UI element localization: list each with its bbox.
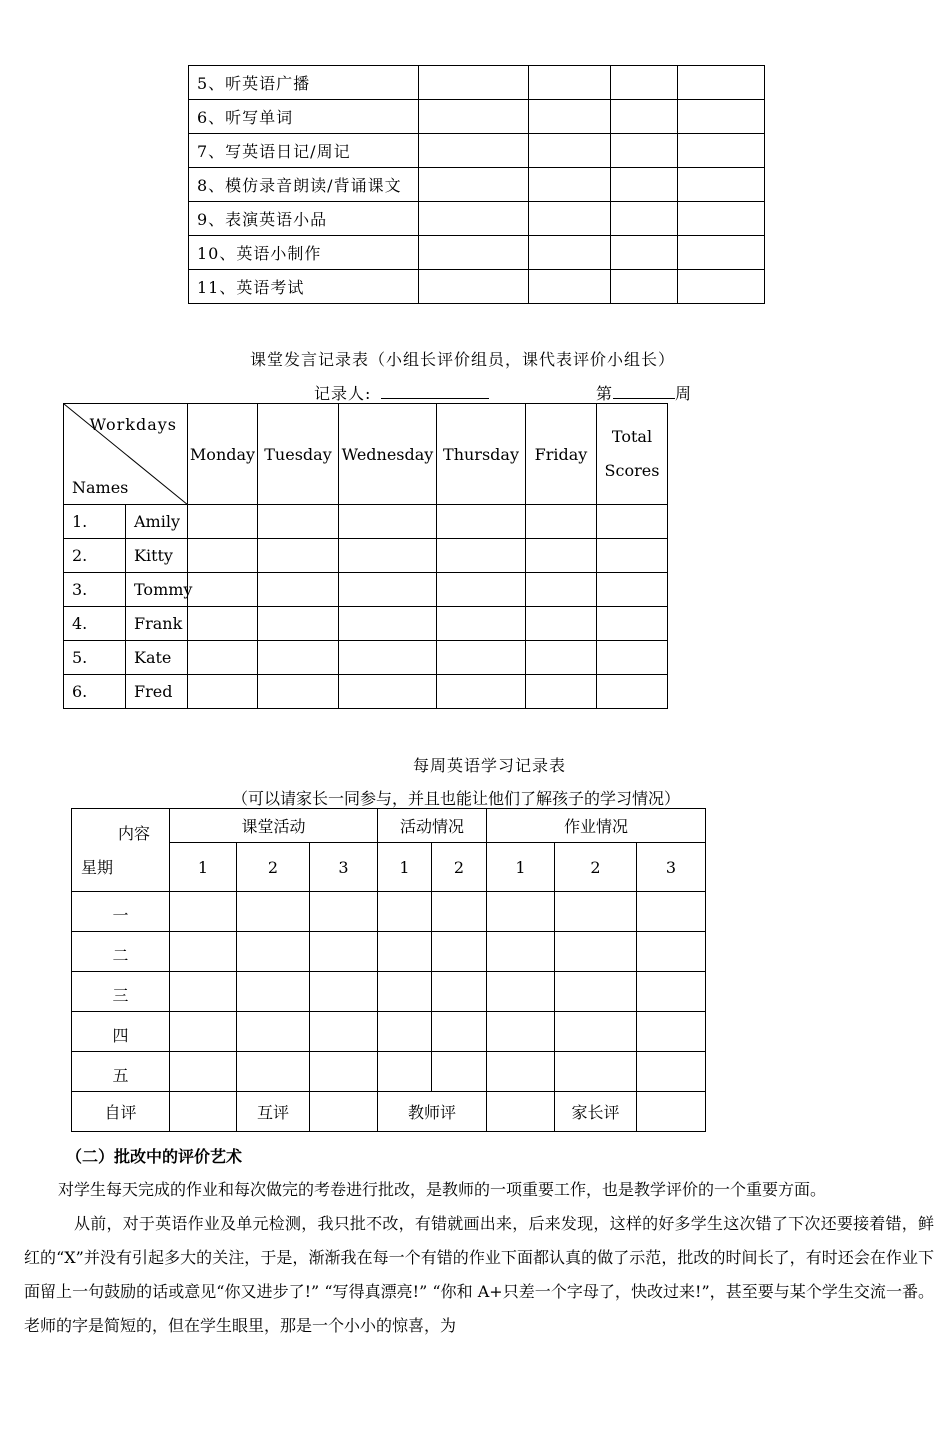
student-name: Tommy	[126, 573, 188, 607]
activity-cell	[678, 202, 765, 236]
score-cell	[258, 675, 339, 709]
weekday-cell: 三	[72, 972, 170, 1012]
activity-cell	[529, 66, 611, 100]
activity-row	[189, 66, 765, 100]
names-label: Names	[72, 478, 129, 497]
score-cell	[339, 573, 437, 607]
weekly-record-subtitle: （可以请家长一同参与，并且也能让他们了解孩子的学习情况）	[232, 789, 681, 808]
student-name: Kate	[126, 641, 188, 675]
record-cell	[310, 1052, 378, 1092]
weekday-row	[72, 1012, 706, 1052]
weekday-cell: 五	[72, 1052, 170, 1092]
student-number: 5.	[64, 641, 126, 675]
activity-label: 5、听英语广播	[189, 66, 419, 100]
day-header: Thursday	[437, 404, 526, 505]
section-heading: （二）批改中的评价艺术	[66, 1147, 243, 1166]
score-cell	[339, 539, 437, 573]
record-cell	[378, 1052, 432, 1092]
activity-cell	[529, 100, 611, 134]
sub-header: 2	[432, 843, 487, 892]
activity-cell	[678, 134, 765, 168]
student-number: 3.	[64, 573, 126, 607]
speech-record-title: 课堂发言记录表（小组长评价组员，课代表评价小组长）	[250, 350, 676, 369]
score-cell	[188, 505, 258, 539]
student-row	[64, 573, 668, 607]
student-row	[64, 607, 668, 641]
record-cell	[555, 1012, 637, 1052]
score-cell	[597, 641, 668, 675]
record-cell	[237, 892, 310, 932]
group-header-homework: 作业情况	[487, 809, 706, 843]
record-cell	[432, 972, 487, 1012]
record-cell	[378, 1012, 432, 1052]
activity-cell	[611, 270, 678, 304]
weekday-cell: 二	[72, 932, 170, 972]
record-cell	[637, 932, 706, 972]
score-cell	[597, 539, 668, 573]
week-suffix: 周	[675, 384, 693, 403]
score-cell	[339, 641, 437, 675]
record-cell	[170, 1012, 237, 1052]
activity-cell	[419, 202, 529, 236]
record-cell	[487, 972, 555, 1012]
score-cell	[339, 505, 437, 539]
student-name: Frank	[126, 607, 188, 641]
speech-record-table	[63, 403, 668, 709]
record-cell	[487, 932, 555, 972]
score-cell	[597, 607, 668, 641]
activity-row	[189, 168, 765, 202]
total-scores-header	[597, 404, 668, 505]
student-number: 4.	[64, 607, 126, 641]
week-prefix: 第	[596, 384, 614, 403]
activity-cell	[611, 236, 678, 270]
score-cell	[188, 539, 258, 573]
record-cell	[637, 1052, 706, 1092]
activity-cell	[419, 100, 529, 134]
student-number: 1.	[64, 505, 126, 539]
score-cell	[526, 607, 597, 641]
score-cell	[437, 607, 526, 641]
activity-cell	[419, 66, 529, 100]
activity-cell	[678, 168, 765, 202]
activity-row	[189, 100, 765, 134]
paragraph-2: 从前，对于英语作业及单元检测，我只批不改，有错就画出来，后来发现，这样的好多学生这次错了下次还要接着错，鲜红的“X”并没有引起多大的关注，于是，渐渐我在每一个有错的作业下面都认真的做了示范，批改的时间长了，有时还会在作业下面留上一句鼓励的话或意见“你又进步了!” “写得真漂亮!” “你和 A+只差一个字母了，快改过来!”，甚至要与某个学生交流一番。老师的字是简短的，但在学生眼里，那是一个小小的惊喜，为	[24, 1214, 934, 1335]
activity-label: 8、模仿录音朗读/背诵课文	[189, 168, 419, 202]
score-cell	[526, 641, 597, 675]
group-header-activity: 活动情况	[378, 809, 487, 843]
score-cell	[526, 505, 597, 539]
record-cell	[170, 972, 237, 1012]
group-header-class: 课堂活动	[170, 809, 378, 843]
activity-label: 6、听写单词	[189, 100, 419, 134]
activity-cell	[529, 168, 611, 202]
record-cell	[487, 1012, 555, 1052]
record-cell	[237, 932, 310, 972]
activity-cell	[419, 134, 529, 168]
record-cell	[237, 1012, 310, 1052]
diagonal-header-cell	[64, 404, 188, 505]
content-label: 内容	[118, 824, 151, 843]
score-cell	[526, 573, 597, 607]
weekday-row	[72, 1052, 706, 1092]
score-cell	[258, 641, 339, 675]
activity-label: 11、英语考试	[189, 270, 419, 304]
record-cell	[487, 892, 555, 932]
activity-row	[189, 270, 765, 304]
record-cell	[310, 1012, 378, 1052]
score-cell	[437, 675, 526, 709]
day-header: Wednesday	[339, 404, 437, 505]
record-cell	[170, 932, 237, 972]
sub-header: 1	[170, 843, 237, 892]
footer-cell	[487, 1092, 555, 1132]
record-cell	[637, 1012, 706, 1052]
activity-row	[189, 202, 765, 236]
activity-label: 7、写英语日记/周记	[189, 134, 419, 168]
score-cell	[437, 641, 526, 675]
weekly-record-title: 每周英语学习记录表	[413, 756, 567, 775]
record-cell	[432, 1052, 487, 1092]
activity-cell	[678, 66, 765, 100]
footer-cell	[310, 1092, 378, 1132]
score-cell	[188, 641, 258, 675]
week-blank	[613, 384, 675, 399]
footer-cell	[170, 1092, 237, 1132]
score-cell	[258, 505, 339, 539]
activity-row	[189, 236, 765, 270]
record-cell	[170, 892, 237, 932]
score-cell	[526, 539, 597, 573]
record-cell	[432, 932, 487, 972]
weekday-row	[72, 972, 706, 1012]
activity-label: 10、英语小制作	[189, 236, 419, 270]
record-cell	[555, 972, 637, 1012]
corner-cell	[72, 809, 170, 892]
score-cell	[188, 573, 258, 607]
activity-cell	[611, 66, 678, 100]
record-cell	[170, 1052, 237, 1092]
record-cell	[310, 892, 378, 932]
score-cell	[597, 675, 668, 709]
weekly-record-table	[71, 808, 706, 1132]
score-cell	[188, 675, 258, 709]
score-cell	[526, 675, 597, 709]
weekday-cell: 一	[72, 892, 170, 932]
workdays-label: Workdays	[89, 415, 177, 434]
record-cell	[555, 892, 637, 932]
record-cell	[237, 972, 310, 1012]
activity-cell	[611, 100, 678, 134]
total-label: Total	[611, 427, 653, 446]
record-cell	[637, 892, 706, 932]
sub-header: 1	[487, 843, 555, 892]
record-cell	[310, 932, 378, 972]
score-cell	[437, 539, 526, 573]
score-cell	[258, 607, 339, 641]
sub-header: 3	[637, 843, 706, 892]
student-row	[64, 675, 668, 709]
footer-parent: 家长评	[555, 1092, 637, 1132]
recorder-label: 记录人:	[314, 384, 372, 403]
score-cell	[258, 573, 339, 607]
activity-cell	[529, 270, 611, 304]
recorder-blank	[381, 384, 489, 399]
record-cell	[310, 972, 378, 1012]
record-cell	[432, 892, 487, 932]
footer-peer: 互评	[237, 1092, 310, 1132]
student-name: Fred	[126, 675, 188, 709]
activity-cell	[611, 134, 678, 168]
activity-cell	[678, 270, 765, 304]
weekday-cell: 四	[72, 1012, 170, 1052]
weekday-row	[72, 932, 706, 972]
score-cell	[339, 675, 437, 709]
scores-label: Scores	[604, 461, 660, 480]
score-cell	[437, 573, 526, 607]
student-row	[64, 505, 668, 539]
student-number: 6.	[64, 675, 126, 709]
recorder-line	[314, 381, 489, 404]
sub-header: 3	[310, 843, 378, 892]
score-cell	[188, 607, 258, 641]
sub-header: 2	[555, 843, 637, 892]
activity-cell	[678, 100, 765, 134]
record-cell	[378, 932, 432, 972]
score-cell	[597, 505, 668, 539]
record-cell	[637, 972, 706, 1012]
paragraph-1: 对学生每天完成的作业和每次做完的考卷进行批改，是教师的一项重要工作，也是教学评价的一个重要方面。	[58, 1180, 827, 1199]
day-header: Tuesday	[258, 404, 339, 505]
weekday-label: 星期	[81, 858, 114, 877]
score-cell	[258, 539, 339, 573]
activity-row	[189, 134, 765, 168]
footer-cell	[637, 1092, 706, 1132]
activity-label: 9、表演英语小品	[189, 202, 419, 236]
activity-cell	[678, 236, 765, 270]
activity-cell	[529, 236, 611, 270]
activity-cell	[419, 270, 529, 304]
score-cell	[437, 505, 526, 539]
record-cell	[378, 892, 432, 932]
week-line	[596, 381, 692, 404]
day-header: Friday	[526, 404, 597, 505]
record-cell	[432, 1012, 487, 1052]
activity-cell	[529, 202, 611, 236]
score-cell	[597, 573, 668, 607]
footer-teacher: 教师评	[378, 1092, 487, 1132]
activity-cell	[611, 168, 678, 202]
activity-cell	[419, 236, 529, 270]
sub-header: 1	[378, 843, 432, 892]
footer-self: 自评	[72, 1092, 170, 1132]
record-cell	[237, 1052, 310, 1092]
record-cell	[487, 1052, 555, 1092]
weekday-row	[72, 892, 706, 932]
sub-header: 2	[237, 843, 310, 892]
student-row	[64, 641, 668, 675]
score-cell	[339, 607, 437, 641]
student-row	[64, 539, 668, 573]
record-cell	[378, 972, 432, 1012]
activity-cell	[611, 202, 678, 236]
record-cell	[555, 932, 637, 972]
day-header: Monday	[188, 404, 258, 505]
student-number: 2.	[64, 539, 126, 573]
activity-table	[188, 65, 765, 304]
student-name: Amily	[126, 505, 188, 539]
activity-cell	[529, 134, 611, 168]
record-cell	[555, 1052, 637, 1092]
student-name: Kitty	[126, 539, 188, 573]
activity-cell	[419, 168, 529, 202]
